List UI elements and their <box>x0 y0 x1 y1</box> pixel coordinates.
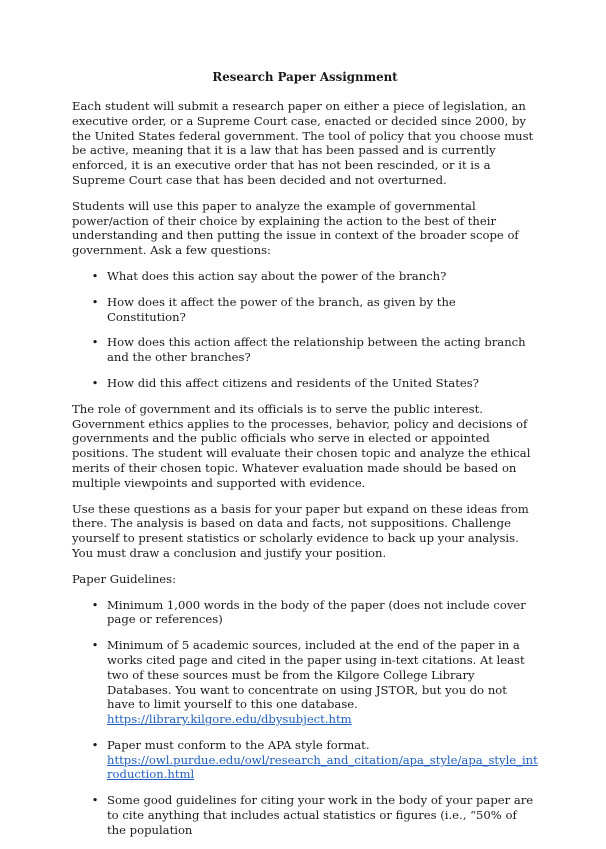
bullet-icon: • <box>91 793 99 808</box>
guidelines-heading: Paper Guidelines: <box>72 571 177 586</box>
expand-paragraph: Use these questions as a basis for your paper but expand on these ideas from there. The analysis is based on data and facts, not suppositions. Challenge yourself to present statistics or scholarly evidence to back up your analysis. You must draw a conclusion and justify your position. <box>72 501 529 560</box>
question-item <box>72 269 538 284</box>
bullet-icon: • <box>91 335 99 350</box>
question-text: How did this affect citizens and residents of the United States? <box>107 375 479 390</box>
guideline-text: Minimum of 5 academic sources, included at the end of the paper in a works cited page and cited in the paper using in-text citations. At least two of these sources must be from the Kilgore College Library Databases. You want to concentrate on using JSTOR, but you do not have to limit yourself to this one database. <box>107 638 525 712</box>
question-text: What does this action say about the power of the branch? <box>107 268 447 283</box>
guideline-text: Minimum 1,000 words in the body of the paper (does not include cover page or references) <box>107 597 526 627</box>
document-title: Research Paper Assignment <box>212 70 398 84</box>
library-database-link[interactable]: https://library.kilgore.edu/dbysubject.htm <box>107 712 352 727</box>
bullet-icon: • <box>91 375 99 390</box>
ethics-paragraph: The role of government and its officials is to serve the public interest. Government ethics applies to the processes, behavior, policy and decisions of governments and the public officials who serve in elected or appointed positions. The student will evaluate their chosen topic and analyze the ethical merits of their chosen topic. Whatever evaluation made should be based on multiple viewpoints and supported with evidence. <box>72 401 531 490</box>
guideline-item <box>72 638 538 727</box>
guideline-item <box>72 738 538 782</box>
question-item <box>72 335 538 365</box>
guidelines-list <box>72 598 538 838</box>
analysis-paragraph: Students will use this paper to analyze the example of governmental power/action of their choice by explaining the action to the best of their understanding and then putting the issue in context of the broader scope of government. Ask a few questions: <box>72 198 519 258</box>
bullet-icon: • <box>91 638 99 653</box>
question-item <box>72 376 538 391</box>
bullet-icon: • <box>91 294 99 309</box>
bullet-icon: • <box>91 268 99 283</box>
bullet-icon: • <box>91 597 99 612</box>
intro-paragraph: Each student will submit a research paper on either a piece of legislation, an executive order, or a Supreme Court case, enacted or decided since 2000, by the United States federal government. The tool of policy that you choose must be active, meaning that it is a law that has been passed and is currently enforced, it is an executive order that has not been rescinded, or it is a Supreme Court case that has been decided and not overturned. <box>72 99 534 187</box>
question-text: How does it affect the power of the branch, as given by the Constitution? <box>107 294 456 324</box>
guideline-item <box>72 598 538 628</box>
guideline-text: Some good guidelines for citing your work in the body of your paper are to cite anything that includes actual statistics or figures (i.e., “50% of the population <box>107 793 534 837</box>
question-item <box>72 295 538 325</box>
question-text: How does this action affect the relationship between the acting branch and the other branches? <box>107 335 526 365</box>
document-body <box>72 70 538 849</box>
questions-list <box>72 269 538 391</box>
guideline-text: Paper must conform to the APA style format. <box>107 737 370 752</box>
bullet-icon: • <box>91 737 99 752</box>
apa-style-link[interactable]: https://owl.purdue.edu/owl/research_and_citation/apa_style/apa_style_introduction.html <box>107 752 538 782</box>
